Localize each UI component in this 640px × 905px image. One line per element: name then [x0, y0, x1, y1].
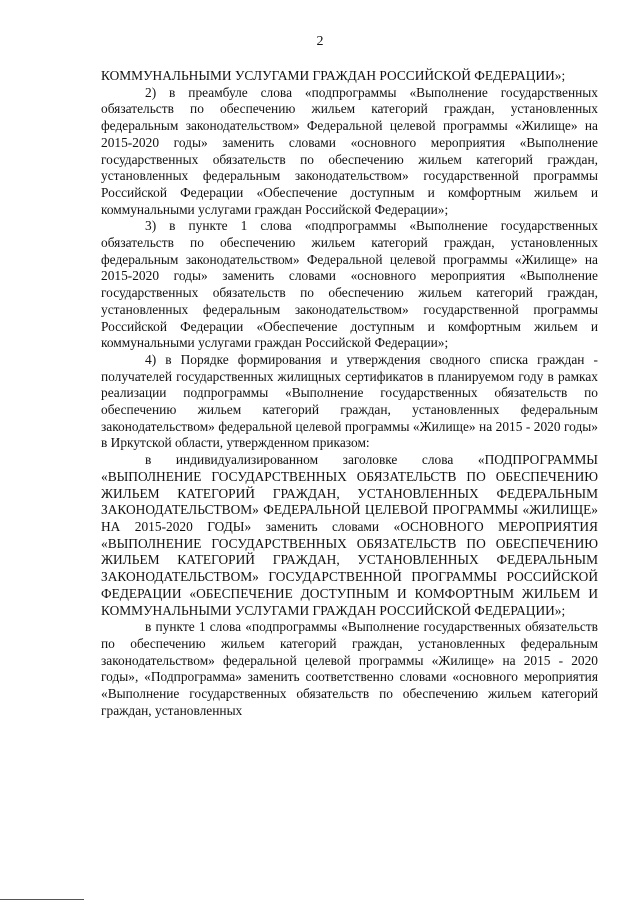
- document-body: [101, 68, 598, 719]
- paragraph-item-3: 3) в пункте 1 слова «подпрограммы «Выполнение государственных обязательств по обеспечению жильем категорий граждан, установленных федеральным законодательством» Федеральной целевой программы «Жилище» на 2015-2020 годы» заменить словами «основного мероприятия «Выполнение государственных обязательств по обеспечению жильем категорий граждан, установленных федеральным законодательством» государственной программы Российской Федерации «Обеспечение доступным и комфортным жильем и коммунальными услугами граждан Российской Федерации»;: [101, 218, 598, 351]
- paragraph-title-change: в индивидуализированном заголовке слова «ПОДПРОГРАММЫ «ВЫПОЛНЕНИЕ ГОСУДАРСТВЕННЫХ ОБЯЗАТЕЛЬСТВ ПО ОБЕСПЕЧЕНИЮ ЖИЛЬЕМ КАТЕГОРИЙ ГРАЖДАН, УСТАНОВЛЕННЫХ ФЕДЕРАЛЬНЫМ ЗАКОНОДАТЕЛЬСТВОМ» ФЕДЕРАЛЬНОЙ ЦЕЛЕВОЙ ПРОГРАММЫ «ЖИЛИЩЕ» НА 2015-2020 ГОДЫ» заменить словами «ОСНОВНОГО МЕРОПРИЯТИЯ «ВЫПОЛНЕНИЕ ГОСУДАРСТВЕННЫХ ОБЯЗАТЕЛЬСТВ ПО ОБЕСПЕЧЕНИЮ ЖИЛЬЕМ КАТЕГОРИЙ ГРАЖДАН, УСТАНОВЛЕННЫХ ФЕДЕРАЛЬНЫМ ЗАКОНОДАТЕЛЬСТВОМ» ГОСУДАРСТВЕННОЙ ПРОГРАММЫ РОССИЙСКОЙ ФЕДЕРАЦИИ «ОБЕСПЕЧЕНИЕ ДОСТУПНЫМ И КОМФОРТНЫМ ЖИЛЬЕМ И КОММУНАЛЬНЫМИ УСЛУГАМИ ГРАЖДАН РОССИЙСКОЙ ФЕДЕРАЦИИ»;: [101, 452, 598, 618]
- footer-rule: [0, 899, 84, 900]
- page-number: 2: [316, 34, 324, 49]
- paragraph-item-4: 4) в Порядке формирования и утверждения сводного списка граждан - получателей государственных жилищных сертификатов в планируемом году в рамках реализации подпрограммы «Выполнение государственных обязательств по обеспечению жильем категорий граждан, установленных федеральным законодательством» федеральной целевой программы «Жилище» на 2015 - 2020 годы» в Иркутской области, утвержденном приказом:: [101, 351, 598, 451]
- paragraph-point-1-change: в пункте 1 слова «подпрограммы «Выполнение государственных обязательств по обеспечению жильем категорий граждан, установленных федеральным законодательством» федеральной целевой программы «Жилище» на 2015 - 2020 годы», «Подпрограмма» заменить соответственно словами «основного мероприятия «Выполнение государственных обязательств по обеспечению жильем категорий граждан, установленных: [101, 619, 598, 718]
- paragraph-continuation: КОММУНАЛЬНЫМИ УСЛУГАМИ ГРАЖДАН РОССИЙСКОЙ ФЕДЕРАЦИИ»;: [101, 68, 566, 83]
- paragraph-item-2: 2) в преамбуле слова «подпрограммы «Выполнение государственных обязательств по обеспечению жильем категорий граждан, установленных федеральным законодательством» Федеральной целевой программы «Жилище» на 2015-2020 годы» заменить словами «основного мероприятия «Выполнение государственных обязательств по обеспечению жильем категорий граждан, установленных федеральным законодательством» государственной программы Российской Федерации «Обеспечение доступным и комфортным жильем и коммунальными услугами граждан Российской Федерации»;: [101, 84, 598, 217]
